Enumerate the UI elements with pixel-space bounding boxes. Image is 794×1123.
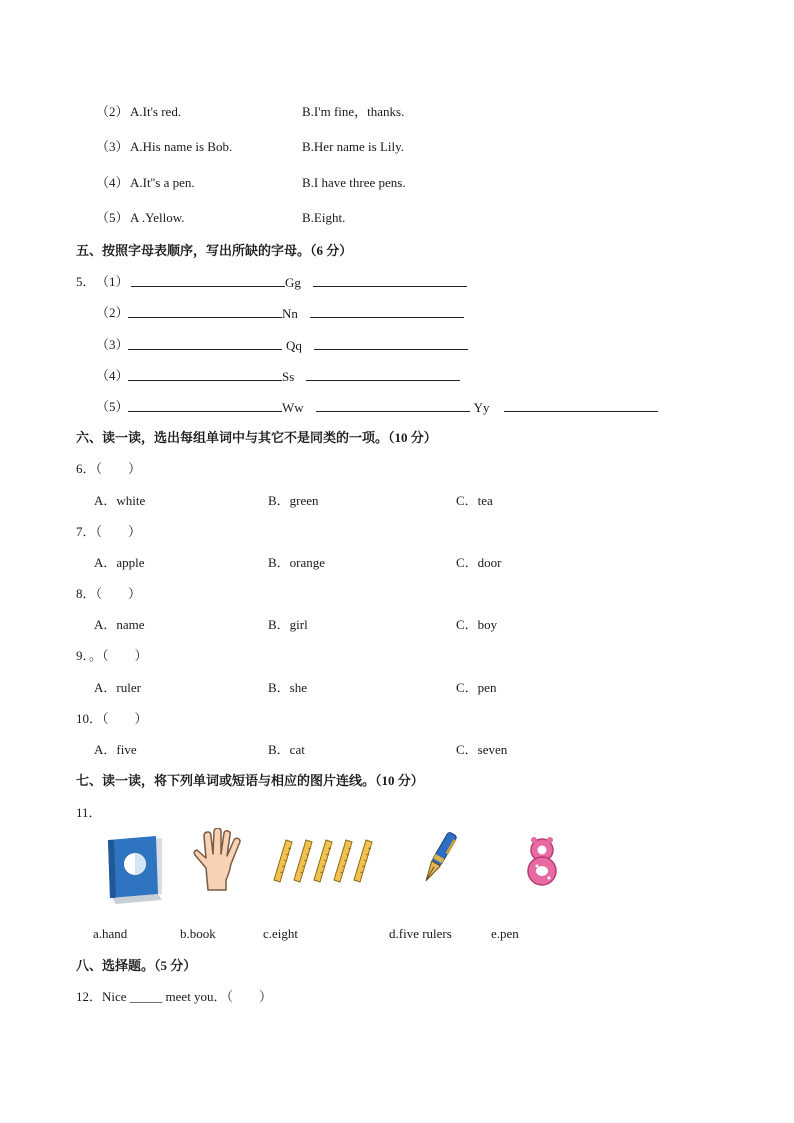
given-letters: Gg bbox=[285, 275, 301, 290]
section7-heading: 七、读一读，将下列单词或短语与相应的图片连线。（10 分） bbox=[76, 773, 424, 788]
answer-blank[interactable] bbox=[128, 368, 282, 381]
option-b: B．she bbox=[268, 680, 308, 695]
choice-a: A.It''s a pen. bbox=[130, 175, 195, 190]
question-number: 11． bbox=[76, 805, 102, 820]
choice-a: A .Yellow. bbox=[130, 210, 185, 225]
choice-num: （3） bbox=[96, 139, 129, 154]
word-label: b.book bbox=[180, 926, 216, 941]
option-c: C．boy bbox=[456, 617, 498, 632]
option-b: B．girl bbox=[268, 617, 308, 632]
given-letters: Ww bbox=[282, 400, 304, 415]
answer-blank[interactable] bbox=[316, 399, 470, 412]
question-number: 9．。（ ） bbox=[76, 648, 148, 663]
answer-blank[interactable] bbox=[128, 399, 282, 412]
letter-row-2 bbox=[128, 305, 464, 322]
choice-num: （4） bbox=[96, 175, 129, 190]
question-number: 7．（ ） bbox=[76, 524, 142, 539]
given-letters: Ss bbox=[282, 369, 295, 384]
choice-b: B.Eight. bbox=[302, 210, 346, 225]
number-eight-icon bbox=[520, 836, 564, 888]
row-num: （2） bbox=[96, 305, 129, 320]
question-number: 5． bbox=[76, 274, 96, 289]
word-label: a.hand bbox=[93, 926, 128, 941]
hand-icon bbox=[190, 828, 248, 892]
answer-blank[interactable] bbox=[131, 274, 285, 287]
choice-a: A.It's red. bbox=[130, 104, 182, 119]
letter-row-5 bbox=[128, 399, 658, 416]
choice-b: B.I'm fine，thanks. bbox=[302, 104, 405, 119]
book-icon bbox=[104, 836, 166, 904]
rulers-icon bbox=[272, 838, 376, 884]
word-label: e.pen bbox=[491, 926, 519, 941]
row-num: （5） bbox=[96, 399, 129, 414]
section8-heading: 八、选择题。（5 分） bbox=[76, 958, 197, 973]
option-b: B．green bbox=[268, 493, 319, 508]
answer-blank[interactable] bbox=[128, 337, 282, 350]
row-num: （4） bbox=[96, 368, 129, 383]
option-c: C．seven bbox=[456, 742, 508, 757]
option-c: C．pen bbox=[456, 680, 497, 695]
option-a: A．ruler bbox=[94, 680, 141, 695]
answer-blank[interactable] bbox=[313, 274, 467, 287]
given-letters: Qq bbox=[286, 338, 302, 353]
choice-num: （2） bbox=[96, 104, 129, 119]
given-letters: Yy bbox=[473, 400, 490, 415]
row-num: （3） bbox=[96, 337, 129, 352]
question-number: 10．（ ） bbox=[76, 711, 148, 726]
word-label: d.five rulers bbox=[389, 926, 452, 941]
option-a: A．five bbox=[94, 742, 137, 757]
word-label: c.eight bbox=[263, 926, 299, 941]
answer-blank[interactable] bbox=[128, 305, 282, 318]
question-number: 6．（ ） bbox=[76, 461, 142, 476]
answer-blank[interactable] bbox=[306, 368, 460, 381]
option-a: A．apple bbox=[94, 555, 145, 570]
letter-row-4 bbox=[128, 368, 460, 385]
option-b: B．orange bbox=[268, 555, 326, 570]
option-b: B．cat bbox=[268, 742, 305, 757]
row-num: （1） bbox=[96, 274, 129, 289]
pen-icon bbox=[416, 830, 460, 890]
section6-heading: 六、读一读，选出每组单词中与其它不是同类的一项。（10 分） bbox=[76, 430, 437, 445]
choice-a: A.His name is Bob. bbox=[130, 139, 233, 154]
letter-row-3 bbox=[128, 337, 468, 354]
answer-blank[interactable] bbox=[310, 305, 464, 318]
answer-blank[interactable] bbox=[314, 337, 468, 350]
choice-num: （5） bbox=[96, 210, 129, 225]
letter-row-1 bbox=[131, 274, 467, 291]
question-12: 12．Nice _____ meet you．（ ） bbox=[76, 989, 273, 1004]
given-letters: Nn bbox=[282, 306, 298, 321]
section5-heading: 五、按照字母表顺序，写出所缺的字母。（6 分） bbox=[76, 243, 353, 258]
question-number: 8．（ ） bbox=[76, 586, 142, 601]
option-c: C．tea bbox=[456, 493, 493, 508]
option-a: A．name bbox=[94, 617, 145, 632]
choice-b: B.Her name is Lily. bbox=[302, 139, 405, 154]
option-a: A．white bbox=[94, 493, 146, 508]
choice-b: B.I have three pens. bbox=[302, 175, 406, 190]
answer-blank[interactable] bbox=[504, 399, 658, 412]
option-c: C．door bbox=[456, 555, 502, 570]
